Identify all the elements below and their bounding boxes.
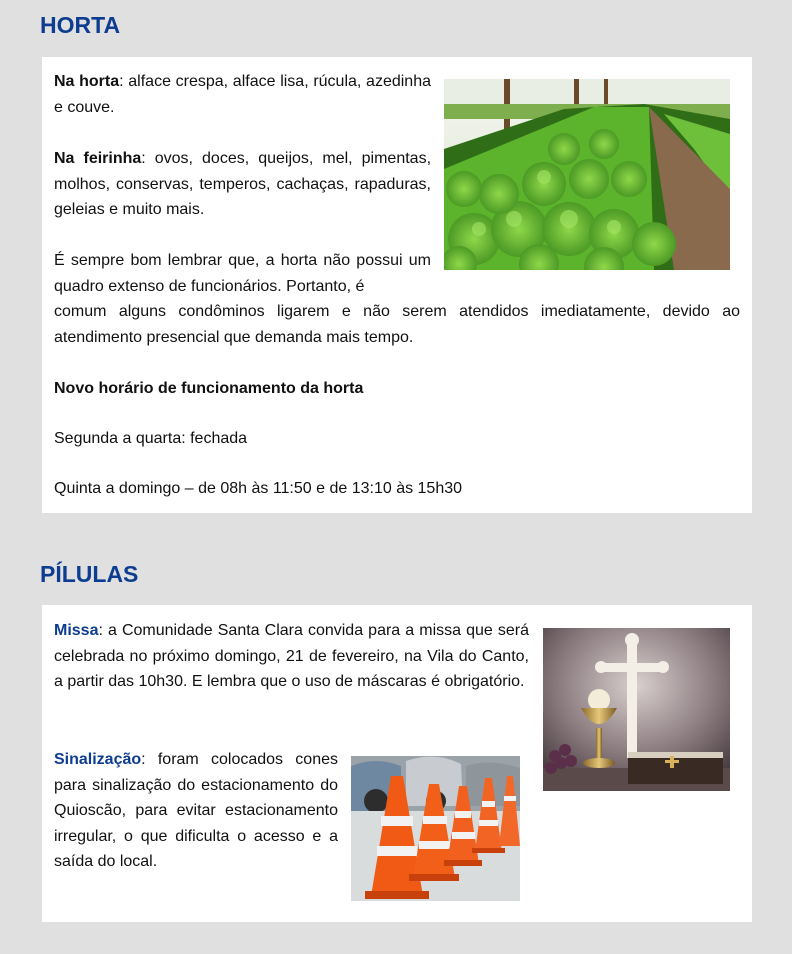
horario-title: Novo horário de funcionamento da horta [54,380,364,397]
communion-chalice-image [543,628,730,791]
na-horta-text: : alface crespa, alface lisa, rúcula, azedinha e couve. [54,73,431,116]
lembrar-paragraph-part1: É sempre bom lembrar que, a horta não possui um quadro extenso de funcionários. Portanto, é [54,252,431,295]
feirinha-text: : ovos, doces, queijos, mel, pimentas, molhos, conservas, temperos, cachaças, rapaduras, geleias e muito mais. [54,150,432,218]
missa-paragraph [54,618,529,695]
sinalizacao-label: Sinalização [54,751,142,768]
sinalizacao-text: : foram colocados cones para sinalização do estacionamento do Quioscão, para evitar estacionamento irregular, o que dificulta o acesso e a saída do local. [54,751,338,870]
missa-label: Missa [54,622,99,639]
sinalizacao-paragraph [54,747,338,875]
lembrar-paragraph-part2: comum alguns condôminos ligarem e não serem atendidos imediatamente, devido ao atendimento presencial que demanda mais tempo. [54,303,740,346]
pilulas-card [42,605,752,922]
horta-card [42,57,752,513]
lettuce-garden-image [444,79,730,270]
horario-line-1: Segunda a quarta: fechada [54,430,248,447]
na-horta-label: Na horta [54,73,120,90]
horta-heading: HORTA [40,12,121,38]
feirinha-label: Na feirinha [54,150,142,167]
missa-text: : a Comunidade Santa Clara convida para a missa que será celebrada no próximo domingo, 21 de fevereiro, na Vila do Canto, a partir das 10h30. E lembra que o uso de máscaras é obrigatório. [54,622,529,690]
feirinha-paragraph [54,146,431,223]
traffic-cones-image [351,756,520,901]
pilulas-heading: PÍLULAS [40,561,139,587]
horario-line-2: Quinta a domingo – de 08h às 11:50 e de 13:10 às 15h30 [54,480,463,497]
na-horta-paragraph [54,69,431,120]
